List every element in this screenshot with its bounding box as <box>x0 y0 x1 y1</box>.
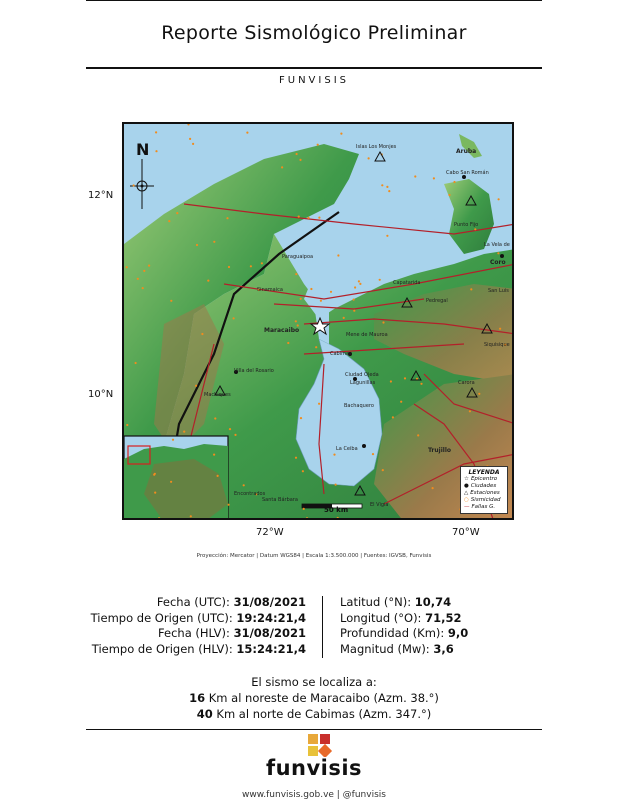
location-intro: El sismo se localiza a: <box>251 675 377 689</box>
report-right-column <box>340 595 468 657</box>
legend-label: Sismicidad <box>470 497 501 503</box>
report-value: 10,74 <box>414 595 452 609</box>
legend-item <box>464 497 504 504</box>
place-label: Bachaquero <box>344 403 374 409</box>
station-triangle <box>482 324 492 333</box>
location-distance: 16 <box>189 691 206 705</box>
report-value: 9,0 <box>447 626 469 640</box>
seismicity-dot-icon: ○ <box>464 497 469 503</box>
place-label: Islas Los Monjes <box>356 144 397 150</box>
station-triangle <box>411 371 421 380</box>
place-label: Trujillo <box>428 447 452 454</box>
place-label: La Vela de <box>484 242 510 248</box>
place-label: Cabo San Román <box>446 170 489 176</box>
report-label: Longitud (°O): <box>340 610 422 625</box>
column-divider <box>322 596 323 658</box>
report-label: Magnitud (Mw): <box>340 641 430 656</box>
report-row <box>340 595 468 611</box>
place-label: Siquisique <box>484 342 510 348</box>
dot-icon: ● <box>464 483 469 489</box>
location-line <box>86 690 542 706</box>
place-label: Maracaibo <box>264 327 300 334</box>
place-label: Coro <box>490 259 506 266</box>
report-left-column <box>91 595 306 657</box>
place-label: Cabimas <box>330 351 352 357</box>
location-block <box>86 674 542 722</box>
report-row <box>340 611 468 627</box>
place-label: Aruba <box>456 148 477 155</box>
report-value: 3,6 <box>433 641 454 656</box>
station-triangle <box>466 196 476 205</box>
place-label: Lagunillas <box>350 380 376 386</box>
station-triangle <box>355 486 365 495</box>
legend-label: Estaciones <box>470 490 500 496</box>
report-label: Tiempo de Origen (HLV): <box>91 641 233 656</box>
report-label: Fecha (UTC): <box>156 595 230 609</box>
seismic-map <box>122 122 514 520</box>
report-value: 15:24:21,4 <box>236 641 306 656</box>
stations-layer <box>124 124 514 520</box>
report-row <box>91 611 306 627</box>
legend-label: Ciudades <box>470 483 497 489</box>
city-dot <box>500 254 504 258</box>
place-label: Capatarida <box>393 280 421 286</box>
funvisis-logo-icon <box>307 733 333 757</box>
place-label: Sinamaica <box>257 287 283 293</box>
report-label: Tiempo de Origen (UTC): <box>90 610 233 625</box>
report-label: Fecha (HLV): <box>158 626 230 640</box>
legend-item <box>464 490 504 497</box>
lon-tick-label: 70°W <box>452 527 480 538</box>
north-label: N <box>136 140 150 159</box>
place-label: Villa del Rosario <box>234 368 274 374</box>
report-label: Latitud (°N): <box>340 595 412 609</box>
station-triangle <box>375 152 385 161</box>
legend-item <box>464 504 504 511</box>
legend-item <box>464 483 504 490</box>
place-label: La Ceiba <box>336 446 358 452</box>
location-text: Km al norte de Cabimas (Azm. 347.°) <box>216 707 432 721</box>
report-row <box>91 642 306 658</box>
org-name: FUNVISIS <box>279 75 349 86</box>
report-value: 19:24:21,4 <box>236 610 306 625</box>
scale-label: 50 km <box>324 506 349 514</box>
legend-label: Epicentro <box>470 476 498 482</box>
legend-title: LEYENDA <box>468 469 500 476</box>
report-row <box>340 642 468 658</box>
location-distance: 40 <box>196 707 213 721</box>
report-row <box>91 626 306 642</box>
report-value: 31/08/2021 <box>233 626 306 640</box>
place-label: Ciudad Ojeda <box>345 372 379 378</box>
map-caption: Proyección: Mercator | Datum WGS84 | Escala 1:3.500.000 | Fuentes: IGVSB, Funvisis <box>196 553 432 559</box>
place-label: Encontrados <box>234 491 266 497</box>
footer-links[interactable]: www.funvisis.gob.ve | @funvisis <box>242 790 386 800</box>
place-label: Paraguaipoa <box>282 254 314 260</box>
place-label: Santa Bárbara <box>262 497 298 503</box>
report-value: 31/08/2021 <box>233 595 306 609</box>
map-legend <box>460 466 508 514</box>
place-label: Mene de Mauroa <box>346 332 388 338</box>
title-rule <box>86 67 542 69</box>
top-rule <box>86 0 542 1</box>
lat-tick-label: 12°N <box>88 190 114 201</box>
report-row <box>340 626 468 642</box>
place-label: San Luis <box>488 288 509 294</box>
fault-line-icon: — <box>464 504 470 510</box>
location-text: Km al noreste de Maracaibo (Azm. 38.°) <box>208 691 439 705</box>
lat-tick-label: 10°N <box>88 389 114 400</box>
station-triangle <box>467 388 477 397</box>
location-line <box>86 706 542 722</box>
place-label: El Vigía <box>370 502 389 508</box>
report-label: Profundidad (Km): <box>340 626 445 640</box>
city-dot <box>362 444 366 448</box>
place-label: Pedregal <box>426 298 448 304</box>
epicenter-star-icon <box>311 318 329 334</box>
place-label: Carora <box>458 380 475 386</box>
station-triangle <box>402 298 412 307</box>
bottom-rule <box>86 729 542 730</box>
triangle-icon: △ <box>464 490 469 496</box>
report-title: Reporte Sismológico Preliminar <box>161 22 467 44</box>
legend-item <box>464 476 504 483</box>
place-label: Machiques <box>204 392 231 398</box>
star-icon: ☆ <box>464 476 469 482</box>
legend-label: Fallas G. <box>471 504 496 510</box>
report-row <box>91 595 306 611</box>
logo-wordmark: funvisis <box>265 756 363 780</box>
report-value: 71,52 <box>425 610 462 625</box>
place-label: Punto Fijo <box>454 222 479 228</box>
lon-tick-label: 72°W <box>256 527 284 538</box>
